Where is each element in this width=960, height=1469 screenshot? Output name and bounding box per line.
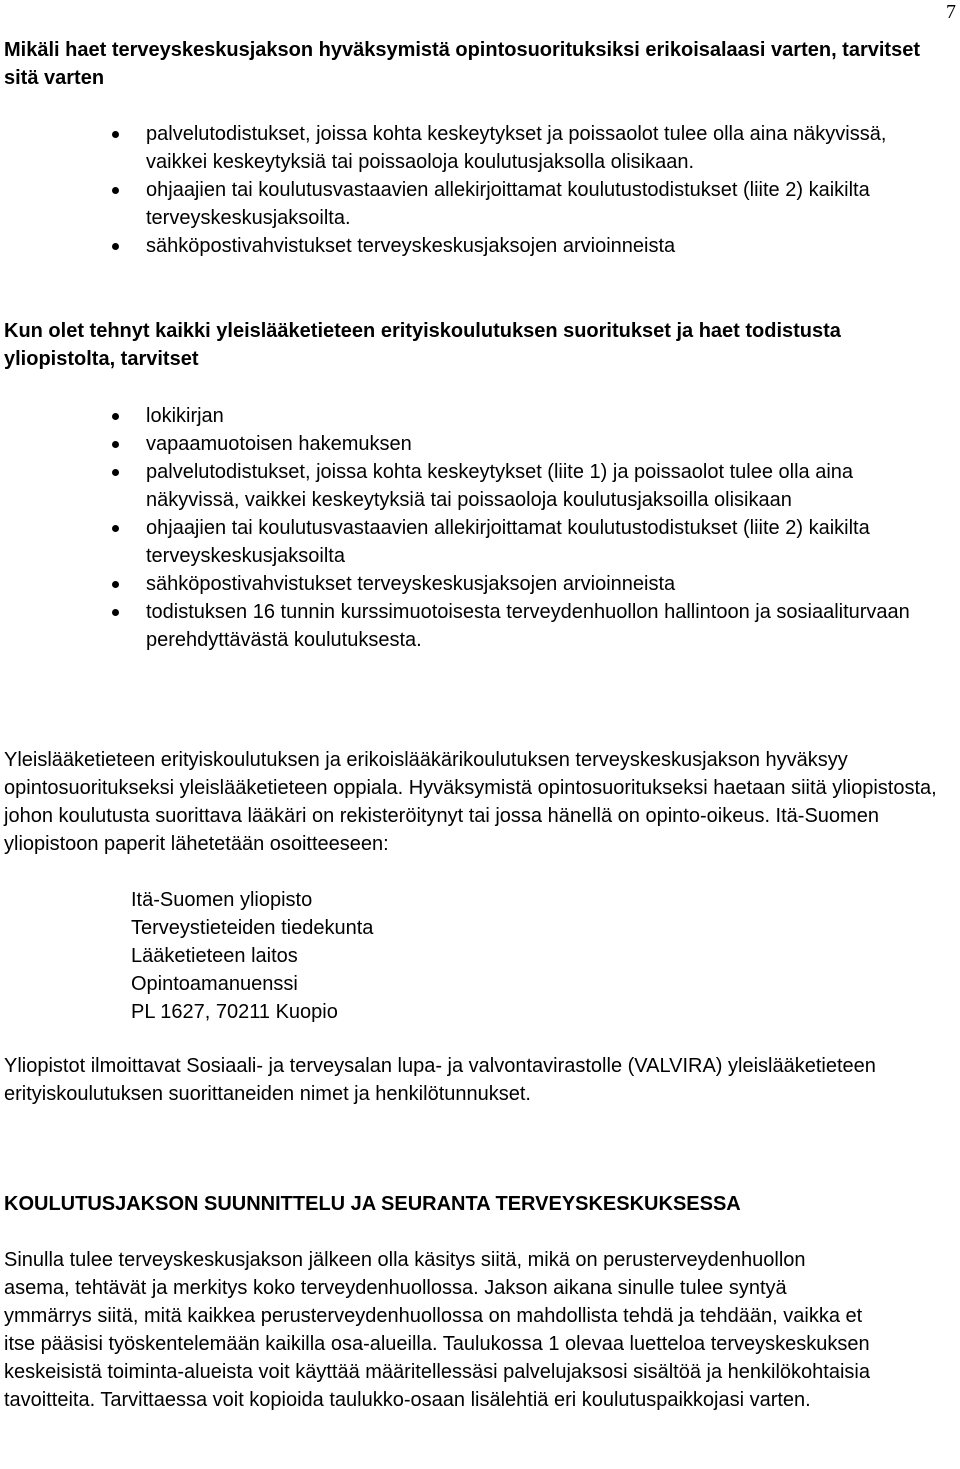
- list-item-text: ohjaajien tai koulutusvastaavien allekirjoittamat koulutustodistukset (liite 2) kaikilta terveyskeskusjaksoilta: [146, 517, 870, 567]
- list-item-text: sähköpostivahvistukset terveyskeskusjaksojen arvioinneista: [146, 573, 676, 595]
- paragraph-approval-info: Yleislääketieteen erityiskoulutuksen ja erikoislääkärikoulutuksen terveyskeskusjakson hyväksyy opintosuoritukseksi yleislääketieteen oppiala. Hyväksymistä opintosuoritukseksi haetaan siitä yliopistosta, johon koulutusta suorittava lääkäri on rekisteröitynyt tai jossa hänellä on opinto-oikeus. Itä-Suomen yliopistoon paperit lähetetään osoitteeseen:: [4, 749, 937, 855]
- list-item: [0, 120, 960, 176]
- list-item: [0, 402, 960, 430]
- list-item-text: lokikirjan: [146, 405, 224, 427]
- paragraph-valvira-info: Yliopistot ilmoittavat Sosiaali- ja terveysalan lupa- ja valvontavirastolle (VALVIRA) yleislääketieteen erityiskoulutuksen suorittaneiden nimet ja henkilötunnukset.: [4, 1055, 876, 1105]
- bullet-icon: [112, 581, 119, 588]
- list-item: [0, 458, 960, 514]
- bullet-icon: [112, 609, 119, 616]
- address-line: Terveystieteiden tiedekunta: [131, 917, 374, 939]
- bullet-icon: [112, 243, 119, 250]
- section2-heading: Kun olet tehnyt kaikki yleislääketieteen erityiskoulutuksen suoritukset ja haet todistusta yliopistolta, tarvitset: [4, 320, 841, 370]
- address-line: Opintoamanuenssi: [131, 973, 298, 995]
- bullet-icon: [112, 441, 119, 448]
- list-item-text: todistuksen 16 tunnin kurssimuotoisesta terveydenhuollon hallintoon ja sosiaaliturvaan perehdyttävästä koulutuksesta.: [146, 601, 910, 651]
- bullet-icon: [112, 525, 119, 532]
- list-item: [0, 176, 960, 232]
- section1-heading: Mikäli haet terveyskeskusjakson hyväksymistä opintosuorituksiksi erikoisalaasi varten, tarvitset sitä varten: [4, 39, 920, 89]
- bullet-icon: [112, 413, 119, 420]
- list-item-text: palvelutodistukset, joissa kohta keskeytykset (liite 1) ja poissaolot tulee olla aina näkyvissä, vaikkei keskeytyksiä tai poissaoloja koulutusjaksoilla olisikaan: [146, 461, 854, 511]
- address-line: PL 1627, 70211 Kuopio: [131, 1001, 338, 1023]
- section3-heading: KOULUTUSJAKSON SUUNNITTELU JA SEURANTA TERVEYSKESKUKSESSA: [4, 1193, 741, 1215]
- section2-bullet-list: [0, 402, 960, 654]
- bullet-icon: [112, 469, 119, 476]
- list-item-text: vapaamuotoisen hakemuksen: [146, 433, 412, 455]
- bullet-icon: [112, 187, 119, 194]
- address-line: Lääketieteen laitos: [131, 945, 298, 967]
- list-item: [0, 514, 960, 570]
- list-item: [0, 232, 960, 260]
- list-item-text: sähköpostivahvistukset terveyskeskusjaksojen arvioinneista: [146, 235, 676, 257]
- list-item: [0, 598, 960, 654]
- list-item: [0, 570, 960, 598]
- paragraph-planning-info: Sinulla tulee terveyskeskusjakson jälkeen olla käsitys siitä, mikä on perusterveydenhuollon asema, tehtävät ja merkitys koko terveydenhuollossa. Jakson aikana sinulle tulee syntyä ymmärrys siitä, mitä kaikkea perusterveydenhuollossa on mahdollista tehdä ja tehdään, vaikka et itse pääsisi työskentelemään kaikilla osa-alueilla. Taulukossa 1 olevaa luetteloa terveyskeskuksen keskeisistä toiminta-alueista voit käyttää määritellessäsi palvelujaksosi sisältöä ja henkilökohtaisia tavoitteita. Tarvittaessa voit kopioida taulukko-osaan lisälehtiä eri koulutuspaikkojasi varten.: [4, 1249, 870, 1411]
- section1-bullet-list: [0, 120, 960, 260]
- list-item: [0, 430, 960, 458]
- list-item-text: ohjaajien tai koulutusvastaavien allekirjoittamat koulutustodistukset (liite 2) kaikilta terveyskeskusjaksoilta.: [146, 179, 870, 229]
- address-line: Itä-Suomen yliopisto: [131, 889, 313, 911]
- postal-address: [131, 886, 831, 1026]
- page-number: 7: [946, 1, 956, 23]
- bullet-icon: [112, 131, 119, 138]
- list-item-text: palvelutodistukset, joissa kohta keskeytykset ja poissaolot tulee olla aina näkyvissä, vaikkei keskeytyksiä tai poissaoloja koulutusjaksolla olisikaan.: [146, 123, 887, 173]
